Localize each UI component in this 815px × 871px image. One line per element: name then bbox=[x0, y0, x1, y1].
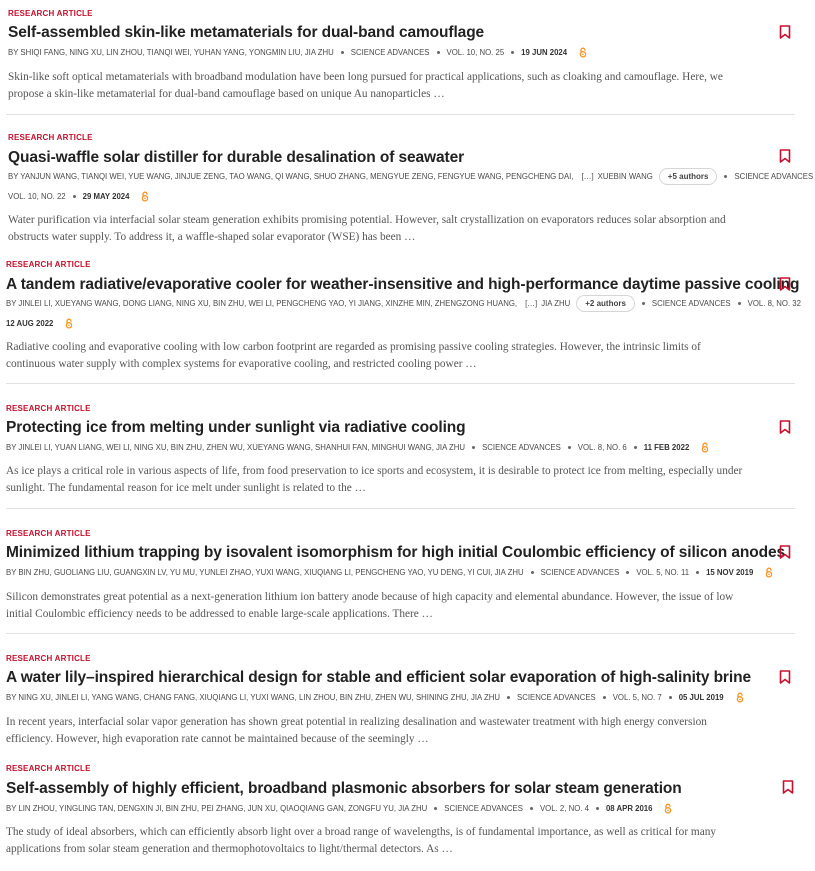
article-meta-continued bbox=[6, 318, 73, 329]
article-abstract bbox=[8, 212, 798, 245]
separator-dot bbox=[437, 51, 440, 54]
separator-dot bbox=[434, 807, 437, 810]
open-access-icon bbox=[736, 692, 744, 703]
article-title-link[interactable]: Minimized lithium trapping by isovalent isomorphism for high initial Coulombic efficiency of silicon anodes bbox=[6, 544, 786, 561]
separator-dot bbox=[634, 446, 637, 449]
volume-issue: VOL. 8, NO. 6 bbox=[577, 443, 627, 452]
publication-date: 19 JUN 2024 bbox=[521, 48, 568, 57]
separator-dot bbox=[73, 195, 76, 198]
bookmark-icon[interactable] bbox=[779, 25, 791, 39]
volume-issue: VOL. 10, NO. 22 bbox=[8, 192, 66, 201]
article-meta bbox=[6, 295, 801, 312]
volume-issue: VOL. 8, NO. 32 bbox=[747, 299, 801, 308]
volume-issue: VOL. 5, NO. 7 bbox=[612, 693, 662, 702]
journal-name[interactable]: SCIENCE ADVANCES bbox=[482, 443, 561, 452]
article-meta-continued bbox=[8, 191, 149, 202]
abstract-line: In recent years, interfacial solar vapor generation has shown great potential in realizing desalination and wastewater treatment with high energy conversion bbox=[6, 716, 707, 728]
authors-ellipsis: […] bbox=[525, 299, 538, 308]
article-divider bbox=[6, 383, 795, 384]
article-type-label: RESEARCH ARTICLE bbox=[6, 654, 91, 663]
open-access-icon bbox=[701, 442, 709, 453]
article-abstract bbox=[6, 714, 796, 747]
bookmark-icon[interactable] bbox=[779, 277, 791, 291]
separator-dot bbox=[642, 302, 645, 305]
separator-dot bbox=[511, 51, 514, 54]
abstract-line: obstructs water supply. To address it, a waffle-shaped solar evaporator (WSE) has been … bbox=[8, 230, 416, 243]
separator-dot bbox=[507, 696, 510, 699]
abstract-line: efficiency. However, high evaporation rate cannot be maintained because of the seemingly … bbox=[6, 732, 429, 745]
abstract-line: Skin-like soft optical metamaterials with broadband modulation have been long pursued for practical applications, such as cloaking and camouflage. Here, we bbox=[8, 71, 723, 83]
authors-list[interactable]: BY NING XU, JINLEI LI, YANG WANG, CHANG FANG, XIUQIANG LI, YUXI WANG, LIN ZHOU, BIN ZHU, ZHEN WU, SHINING ZHU, JIA ZHU bbox=[6, 693, 501, 702]
article-meta bbox=[6, 567, 773, 578]
authors-list[interactable]: BY BIN ZHU, GUOLIANG LIU, GUANGXIN LV, YU MU, YUNLEI ZHAO, YUXI WANG, XIUQIANG LI, PENGCHENG YAO, YU DENG, YI CUI, JIA ZHU bbox=[6, 568, 524, 577]
bookmark-icon[interactable] bbox=[779, 420, 791, 434]
article-divider bbox=[6, 114, 795, 115]
authors-list[interactable]: BY JINLEI LI, YUAN LIANG, WEI LI, NING XU, BIN ZHU, ZHEN WU, XUEYANG WANG, SHANHUI FAN, MINGHUI WANG, JIA ZHU bbox=[6, 443, 466, 452]
publication-date: 05 JUL 2019 bbox=[678, 693, 724, 702]
article-type-label: RESEARCH ARTICLE bbox=[8, 9, 93, 18]
abstract-line: Radiative cooling and evaporative cooling with low carbon footprint are regarded as promising passive cooling strategies. However, the intrinsic limits of bbox=[6, 341, 701, 353]
open-access-icon bbox=[579, 47, 587, 58]
article-meta bbox=[8, 47, 587, 58]
volume-issue: VOL. 10, NO. 25 bbox=[446, 48, 505, 57]
separator-dot bbox=[531, 571, 534, 574]
last-author[interactable]: XUEBIN WANG bbox=[597, 172, 653, 181]
authors-list[interactable]: BY SHIQI FANG, NING XU, LIN ZHOU, TIANQI WEI, YUHAN YANG, YONGMIN LIU, JIA ZHU bbox=[8, 48, 334, 57]
article-title-link[interactable]: Quasi-waffle solar distiller for durable desalination of seawater bbox=[8, 149, 465, 166]
more-authors-button[interactable]: +2 authors bbox=[576, 295, 635, 312]
separator-dot bbox=[596, 807, 599, 810]
abstract-line: Silicon demonstrates great potential as a next-generation lithium ion battery anode because of high capacity and elemental abundance. However, the issue of low bbox=[6, 591, 734, 603]
open-access-icon bbox=[664, 803, 672, 814]
bookmark-icon[interactable] bbox=[779, 545, 791, 559]
separator-dot bbox=[568, 446, 571, 449]
separator-dot bbox=[341, 51, 344, 54]
separator-dot bbox=[530, 807, 533, 810]
article-meta bbox=[6, 692, 744, 703]
open-access-icon bbox=[141, 191, 149, 202]
article-divider bbox=[6, 508, 795, 509]
journal-name[interactable]: SCIENCE ADVANCES bbox=[540, 568, 620, 577]
bookmark-icon[interactable] bbox=[782, 780, 794, 794]
separator-dot bbox=[738, 302, 741, 305]
volume-issue: VOL. 2, NO. 4 bbox=[539, 804, 589, 813]
open-access-icon bbox=[65, 318, 73, 329]
publication-date: 11 FEB 2022 bbox=[643, 443, 690, 452]
authors-list[interactable]: BY JINLEI LI, XUEYANG WANG, DONG LIANG, NING XU, BIN ZHU, WEI LI, PENGCHENG YAO, YI JIANG, XINZHE MIN, ZHENGZONG HUANG, bbox=[6, 299, 518, 308]
more-authors-button[interactable]: +5 authors bbox=[659, 168, 718, 185]
abstract-line: As ice plays a critical role in various aspects of life, from food preservation to ice sports and ecosystem, it is desirable to protect ice from melting, especially under bbox=[6, 465, 743, 477]
journal-name[interactable]: SCIENCE ADVANCES bbox=[734, 172, 814, 181]
article-type-label: RESEARCH ARTICLE bbox=[6, 764, 91, 773]
publication-date: 08 APR 2016 bbox=[605, 804, 653, 813]
journal-name[interactable]: SCIENCE ADVANCES bbox=[651, 299, 731, 308]
last-author[interactable]: JIA ZHU bbox=[541, 299, 571, 308]
article-abstract bbox=[8, 69, 798, 102]
separator-dot bbox=[696, 571, 699, 574]
article-title-link[interactable]: A tandem radiative/evaporative cooler for weather-insensitive and high-performance daytime passive cooling bbox=[6, 276, 800, 293]
article-meta bbox=[6, 803, 672, 814]
separator-dot bbox=[669, 696, 672, 699]
authors-list[interactable]: BY LIN ZHOU, YINGLING TAN, DENGXIN JI, BIN ZHU, PEI ZHANG, JUN XU, QIAOQIANG GAN, ZONGFU YU, JIA ZHU bbox=[6, 804, 428, 813]
authors-ellipsis: […] bbox=[581, 172, 594, 181]
separator-dot bbox=[603, 696, 606, 699]
separator-dot bbox=[472, 446, 475, 449]
journal-name[interactable]: SCIENCE ADVANCES bbox=[444, 804, 523, 813]
separator-dot bbox=[724, 175, 727, 178]
article-type-label: RESEARCH ARTICLE bbox=[6, 260, 91, 269]
article-abstract bbox=[6, 463, 796, 496]
publication-date: 12 AUG 2022 bbox=[6, 319, 54, 328]
article-type-label: RESEARCH ARTICLE bbox=[6, 529, 91, 538]
authors-list[interactable]: BY YANJUN WANG, TIANQI WEI, YUE WANG, JINJUE ZENG, TAO WANG, QI WANG, SHUO ZHANG, MENGYUE ZENG, FENGYUE WANG, PENGCHENG DAI, bbox=[8, 172, 574, 181]
article-title-link[interactable]: A water lily–inspired hierarchical design for stable and efficient solar evaporation of high-salinity brine bbox=[6, 669, 751, 686]
abstract-line: sunlight. The fundamental reason for ice melt under sunlight is related to the … bbox=[6, 481, 366, 494]
abstract-line: continuous water supply with complex systems for evaporative cooling, and restricted cooling power … bbox=[6, 357, 477, 370]
abstract-line: The study of ideal absorbers, which can efficiently absorb light over a broad range of wavelengths, is of fundamental importance, as well as critical for many bbox=[6, 826, 716, 838]
abstract-line: initial Coulombic efficiency needs to be addressed to enable large-scale applications. There … bbox=[6, 607, 433, 620]
bookmark-icon[interactable] bbox=[779, 670, 791, 684]
bookmark-icon[interactable] bbox=[779, 149, 791, 163]
article-type-label: RESEARCH ARTICLE bbox=[8, 133, 93, 142]
publication-date: 29 MAY 2024 bbox=[82, 192, 130, 201]
publication-date: 15 NOV 2019 bbox=[706, 568, 754, 577]
article-abstract bbox=[6, 589, 796, 622]
journal-name[interactable]: SCIENCE ADVANCES bbox=[517, 693, 596, 702]
journal-name[interactable]: SCIENCE ADVANCES bbox=[350, 48, 430, 57]
article-divider bbox=[6, 633, 795, 634]
article-meta bbox=[6, 442, 709, 453]
article-meta bbox=[8, 168, 813, 185]
separator-dot bbox=[626, 571, 629, 574]
article-title-link[interactable]: Self-assembled skin-like metamaterials for dual-band camouflage bbox=[8, 24, 485, 41]
abstract-line: applications from solar steam generation and thermophotovoltaics to light/thermal detectors. As … bbox=[6, 842, 453, 855]
volume-issue: VOL. 5, NO. 11 bbox=[636, 568, 690, 577]
article-title-link[interactable]: Self-assembly of highly efficient, broadband plasmonic absorbers for solar steam generation bbox=[6, 780, 682, 797]
article-type-label: RESEARCH ARTICLE bbox=[6, 404, 91, 413]
article-title-link[interactable]: Protecting ice from melting under sunlight via radiative cooling bbox=[6, 419, 466, 436]
abstract-line: propose a skin-like metamaterial for dual-band camouflage based on unique Au nanoparticles … bbox=[8, 87, 445, 100]
article-abstract bbox=[6, 824, 796, 857]
abstract-line: Water purification via interfacial solar steam generation exhibits promising potential. However, salt crystallization on evaporators reduces solar absorption and bbox=[8, 214, 726, 226]
open-access-icon bbox=[765, 567, 773, 578]
article-abstract bbox=[6, 339, 796, 372]
